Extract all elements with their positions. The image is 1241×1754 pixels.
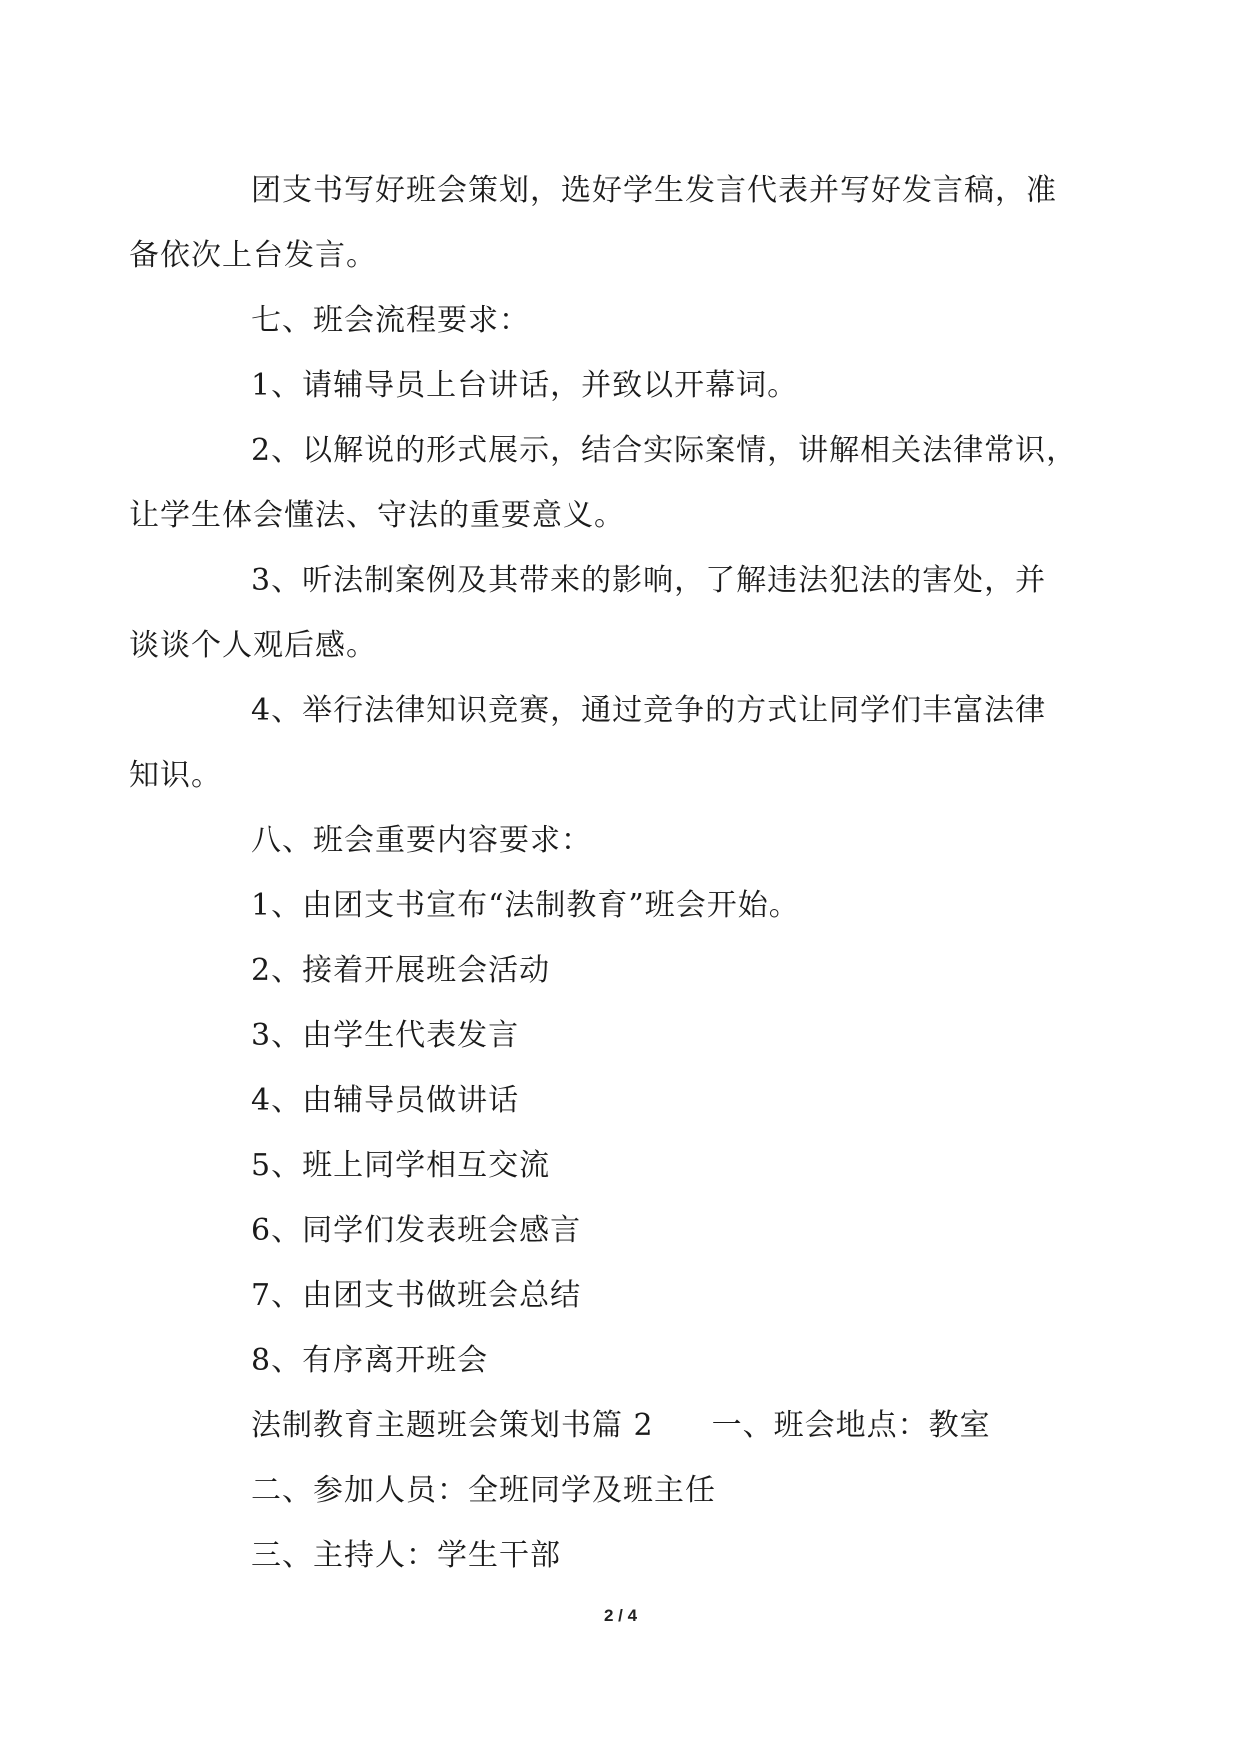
list-item [129,548,1060,678]
list-item [190,873,1060,938]
section-heading-flow [190,288,1060,353]
page-number: 2 / 4 [603,1606,638,1625]
list-item [190,1003,1060,1068]
list-item [190,1133,1060,1198]
list-item [190,1068,1060,1133]
list-item [190,1328,1060,1393]
text-line: 七、班会流程要求： [251,303,530,338]
text-line: 5、班上同学相互交流 [251,1148,551,1183]
text-line: 团支书写好班会策划，选好学生发言代表并写好发言稿，准 [251,173,1057,208]
text-line: 1、由团支书宣布“法制教育”班会开始。 [251,888,800,923]
list-item [190,353,1060,418]
text-line: 二、参加人员：全班同学及班主任 [251,1473,716,1508]
section-title-part-2 [190,1393,1060,1458]
text-line: 让学生体会懂法、守法的重要意义。 [129,498,625,533]
text-line: 八、班会重要内容要求： [251,823,592,858]
list-item [190,1458,1060,1523]
section-title-line [190,1393,1060,1458]
text-line: 3、听法制案例及其带来的影响，了解违法犯法的害处，并 [251,563,1047,598]
text-line: 知识。 [129,758,222,793]
text-line: 6、同学们发表班会感言 [251,1213,582,1248]
section-title: 法制教育主题班会策划书篇 2 [251,1408,654,1443]
section-heading-content [190,808,1060,873]
text-line: 2、以解说的形式展示，结合实际案情，讲解相关法律常识， [251,433,1078,468]
text-line: 谈谈个人观后感。 [129,628,377,663]
text-line: 备依次上台发言。 [129,238,377,273]
text-line: 1、请辅导员上台讲话，并致以开幕词。 [251,368,799,403]
text-line: 8、有序离开班会 [251,1343,489,1378]
list-item [190,1198,1060,1263]
list-item [190,938,1060,1003]
list-item [190,1523,1060,1588]
text-line: 2、接着开展班会活动 [251,953,551,988]
document-body [129,158,1078,1588]
list-item [129,418,1078,548]
text-line: 4、由辅导员做讲话 [251,1083,520,1118]
text-line: 4、举行法律知识竞赛，通过竞争的方式让同学们丰富法律 [251,693,1047,728]
paragraph-preparation [129,158,1060,288]
list-item [190,1263,1060,1328]
list-item [129,678,1060,808]
section-first-item: 一、班会地点：教室 [711,1408,991,1443]
text-line: 7、由团支书做班会总结 [251,1278,582,1313]
text-line: 3、由学生代表发言 [251,1018,520,1053]
text-line: 三、主持人：学生干部 [251,1538,561,1573]
